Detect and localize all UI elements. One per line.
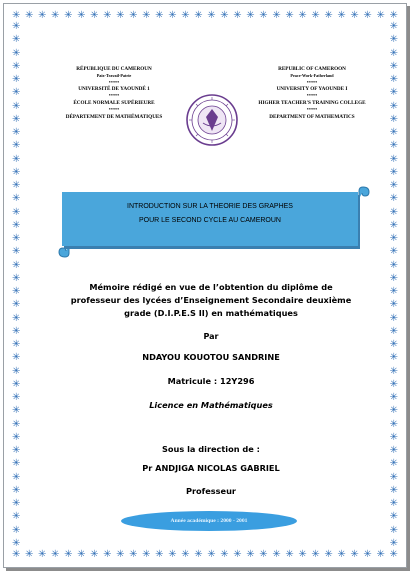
- star-icon: ✳: [12, 378, 21, 390]
- star-icon: ✳: [90, 10, 99, 21]
- separator: *****: [306, 106, 318, 112]
- star-icon: ✳: [311, 10, 320, 21]
- separator: *****: [306, 79, 318, 85]
- memoire-line-2: professeur des lycées d’Enseignement Secondaire deuxième: [70, 295, 352, 305]
- star-icon: ✳: [168, 10, 177, 21]
- university-en: UNIVERSITY OF YAOUNDE I: [276, 86, 348, 93]
- star-icon: ✳: [389, 378, 398, 390]
- star-icon: ✳: [259, 549, 268, 560]
- school-en: HIGHER TEACHER'S TRAINING COLLEGE: [258, 99, 366, 106]
- star-icon: ✳: [246, 10, 255, 21]
- star-icon: ✳: [12, 431, 21, 443]
- star-icon: ✳: [12, 21, 21, 32]
- school-fr: ÉCOLE NORMALE SUPÉRIEURE: [73, 99, 155, 106]
- star-icon: ✳: [233, 549, 242, 560]
- star-icon: ✳: [363, 549, 372, 560]
- star-icon: ✳: [181, 10, 190, 21]
- star-icon: ✳: [51, 549, 60, 560]
- country-fr: RÉPUBLIQUE DU CAMEROUN: [76, 66, 152, 72]
- star-icon: ✳: [389, 352, 398, 364]
- star-icon: ✳: [389, 180, 398, 191]
- star-icon: ✳: [207, 10, 216, 21]
- star-icon: ✳: [12, 392, 21, 403]
- star-icon: ✳: [38, 549, 47, 560]
- star-icon: ✳: [389, 219, 398, 231]
- matricule: Matricule : 12Y296: [167, 376, 255, 386]
- star-icon: ✳: [12, 524, 21, 536]
- star-icon: ✳: [77, 549, 86, 560]
- star-icon: ✳: [129, 10, 138, 21]
- star-icon: ✳: [12, 259, 21, 271]
- star-icon: ✳: [272, 10, 281, 21]
- star-icon: ✳: [90, 549, 99, 560]
- star-icon: ✳: [233, 10, 242, 21]
- star-icon: ✳: [389, 339, 398, 350]
- star-icon: ✳: [389, 127, 398, 138]
- advisor-title: Professeur: [186, 486, 236, 496]
- star-icon: ✳: [389, 286, 398, 297]
- star-icon: ✳: [389, 392, 398, 403]
- star-icon: ✳: [389, 47, 398, 59]
- star-icon: ✳: [168, 549, 177, 560]
- star-icon: ✳: [337, 10, 346, 21]
- star-icon: ✳: [12, 272, 21, 284]
- star-icon: ✳: [389, 299, 398, 311]
- scroll-curl-icon: [58, 244, 70, 258]
- star-icon: ✳: [12, 471, 21, 483]
- star-icon: ✳: [389, 549, 398, 560]
- star-icon: ✳: [194, 549, 203, 560]
- star-icon: ✳: [337, 549, 346, 560]
- star-icon: ✳: [389, 10, 398, 21]
- star-icon: ✳: [64, 10, 73, 21]
- separator: *****: [108, 79, 120, 85]
- star-icon: ✳: [272, 549, 281, 560]
- star-icon: ✳: [12, 193, 21, 205]
- star-icon: ✳: [129, 549, 138, 560]
- star-icon: ✳: [389, 113, 398, 125]
- star-icon: ✳: [12, 498, 21, 509]
- star-icon: ✳: [207, 549, 216, 560]
- star-icon: ✳: [12, 339, 21, 350]
- author-name: NDAYOU KOUOTOU SANDRINE: [142, 352, 280, 362]
- star-icon: ✳: [389, 206, 398, 218]
- star-icon: ✳: [77, 10, 86, 21]
- star-icon: ✳: [12, 511, 21, 523]
- scroll-curl-icon: [358, 186, 370, 200]
- star-icon: ✳: [350, 549, 359, 560]
- star-icon: ✳: [12, 113, 21, 125]
- star-icon: ✳: [12, 180, 21, 191]
- star-icon: ✳: [12, 166, 21, 178]
- star-icon: ✳: [389, 87, 398, 99]
- star-icon: ✳: [142, 549, 151, 560]
- memoire-statement: [30, 281, 392, 320]
- star-icon: ✳: [12, 219, 21, 231]
- star-icon: ✳: [12, 233, 21, 244]
- country-en: REPUBLIC OF CAMEROON: [278, 66, 346, 72]
- star-icon: ✳: [12, 484, 21, 496]
- star-icon: ✳: [155, 10, 164, 21]
- star-icon: ✳: [389, 100, 398, 112]
- star-icon: ✳: [285, 10, 294, 21]
- star-icon: ✳: [389, 74, 398, 85]
- department-en: DEPARTMENT OF MATHEMATICS: [269, 113, 355, 120]
- star-icon: ✳: [116, 10, 125, 21]
- star-icon: ✳: [389, 484, 398, 496]
- star-icon: ✳: [220, 10, 229, 21]
- star-icon: ✳: [389, 445, 398, 456]
- star-icon: ✳: [51, 10, 60, 21]
- star-icon: ✳: [389, 431, 398, 443]
- star-icon: ✳: [12, 418, 21, 430]
- star-icon: ✳: [389, 60, 398, 72]
- star-icon: ✳: [103, 549, 112, 560]
- star-icon: ✳: [389, 524, 398, 536]
- star-icon: ✳: [12, 299, 21, 311]
- academic-year-badge: [121, 511, 297, 531]
- star-icon: ✳: [12, 537, 21, 549]
- thesis-title: [62, 200, 358, 228]
- star-icon: ✳: [389, 140, 398, 152]
- advisor-name: Pr ANDJIGA NICOLAS GABRIEL: [142, 463, 280, 473]
- title-line-1: INTRODUCTION SUR LA THEORIE DES GRAPHES: [127, 203, 293, 210]
- department-fr: DÉPARTEMENT DE MATHÉMATIQUES: [65, 113, 163, 120]
- star-icon: ✳: [12, 87, 21, 99]
- star-icon: ✳: [194, 10, 203, 21]
- separator: *****: [306, 93, 318, 99]
- bottom-star-border: [12, 550, 398, 560]
- star-icon: ✳: [116, 549, 125, 560]
- star-icon: ✳: [376, 549, 385, 560]
- star-icon: ✳: [389, 418, 398, 430]
- degree: Licence en Mathématiques: [149, 400, 273, 410]
- star-icon: ✳: [64, 549, 73, 560]
- star-icon: ✳: [389, 259, 398, 271]
- star-icon: ✳: [12, 60, 21, 72]
- star-icon: ✳: [389, 312, 398, 324]
- star-icon: ✳: [389, 166, 398, 178]
- star-icon: ✳: [220, 549, 229, 560]
- star-icon: ✳: [350, 10, 359, 21]
- star-icon: ✳: [38, 10, 47, 21]
- star-icon: ✳: [389, 272, 398, 284]
- title-line-2: POUR LE SECOND CYCLE AU CAMEROUN: [139, 217, 281, 224]
- star-icon: ✳: [12, 74, 21, 85]
- memoire-line-1: Mémoire rédigé en vue de l’obtention du diplôme de: [89, 282, 333, 292]
- star-icon: ✳: [324, 549, 333, 560]
- motto-fr: Paix-Travail-Patrie: [96, 72, 132, 78]
- header-right-english: [242, 66, 382, 120]
- left-star-border: [12, 22, 20, 549]
- star-icon: ✳: [142, 10, 151, 21]
- star-icon: ✳: [389, 405, 398, 417]
- star-icon: ✳: [12, 10, 21, 21]
- separator: *****: [108, 106, 120, 112]
- star-icon: ✳: [324, 10, 333, 21]
- star-icon: ✳: [389, 21, 398, 32]
- star-icon: ✳: [389, 246, 398, 258]
- star-icon: ✳: [25, 549, 34, 560]
- star-icon: ✳: [12, 153, 21, 165]
- star-icon: ✳: [389, 325, 398, 337]
- star-icon: ✳: [12, 206, 21, 218]
- star-icon: ✳: [181, 549, 190, 560]
- star-icon: ✳: [389, 365, 398, 377]
- par-label: Par: [203, 332, 219, 341]
- star-icon: ✳: [311, 549, 320, 560]
- star-icon: ✳: [285, 549, 294, 560]
- star-icon: ✳: [389, 153, 398, 165]
- star-icon: ✳: [376, 10, 385, 21]
- top-star-border: [12, 11, 398, 21]
- star-icon: ✳: [389, 34, 398, 46]
- star-icon: ✳: [12, 34, 21, 46]
- star-icon: ✳: [12, 325, 21, 337]
- star-icon: ✳: [389, 537, 398, 549]
- star-icon: ✳: [12, 100, 21, 112]
- star-icon: ✳: [103, 10, 112, 21]
- academic-year: Année académique : 2000 - 2001: [170, 518, 248, 524]
- star-icon: ✳: [12, 140, 21, 152]
- star-icon: ✳: [12, 127, 21, 138]
- star-icon: ✳: [12, 549, 21, 560]
- university-seal-icon: [185, 93, 239, 147]
- star-icon: ✳: [298, 549, 307, 560]
- memoire-line-3: grade (D.I.P.E.S II) en mathématiques: [124, 308, 298, 318]
- star-icon: ✳: [12, 365, 21, 377]
- star-icon: ✳: [12, 246, 21, 258]
- star-icon: ✳: [12, 405, 21, 417]
- header-left-french: [44, 66, 184, 120]
- star-icon: ✳: [363, 10, 372, 21]
- star-icon: ✳: [12, 445, 21, 456]
- star-icon: ✳: [389, 458, 398, 470]
- star-icon: ✳: [389, 471, 398, 483]
- star-icon: ✳: [298, 10, 307, 21]
- star-icon: ✳: [246, 549, 255, 560]
- star-icon: ✳: [12, 47, 21, 59]
- star-icon: ✳: [389, 498, 398, 509]
- direction-label: Sous la direction de :: [162, 444, 260, 454]
- separator: *****: [108, 93, 120, 99]
- star-icon: ✳: [25, 10, 34, 21]
- star-icon: ✳: [389, 193, 398, 205]
- star-icon: ✳: [12, 352, 21, 364]
- star-icon: ✳: [155, 549, 164, 560]
- star-icon: ✳: [12, 458, 21, 470]
- star-icon: ✳: [389, 233, 398, 244]
- star-icon: ✳: [12, 312, 21, 324]
- star-icon: ✳: [389, 511, 398, 523]
- university-fr: UNIVERSITÉ DE YAOUNDÉ 1: [78, 86, 150, 93]
- motto-en: Peace-Work-Fatherland: [290, 72, 334, 78]
- star-icon: ✳: [259, 10, 268, 21]
- star-icon: ✳: [12, 286, 21, 297]
